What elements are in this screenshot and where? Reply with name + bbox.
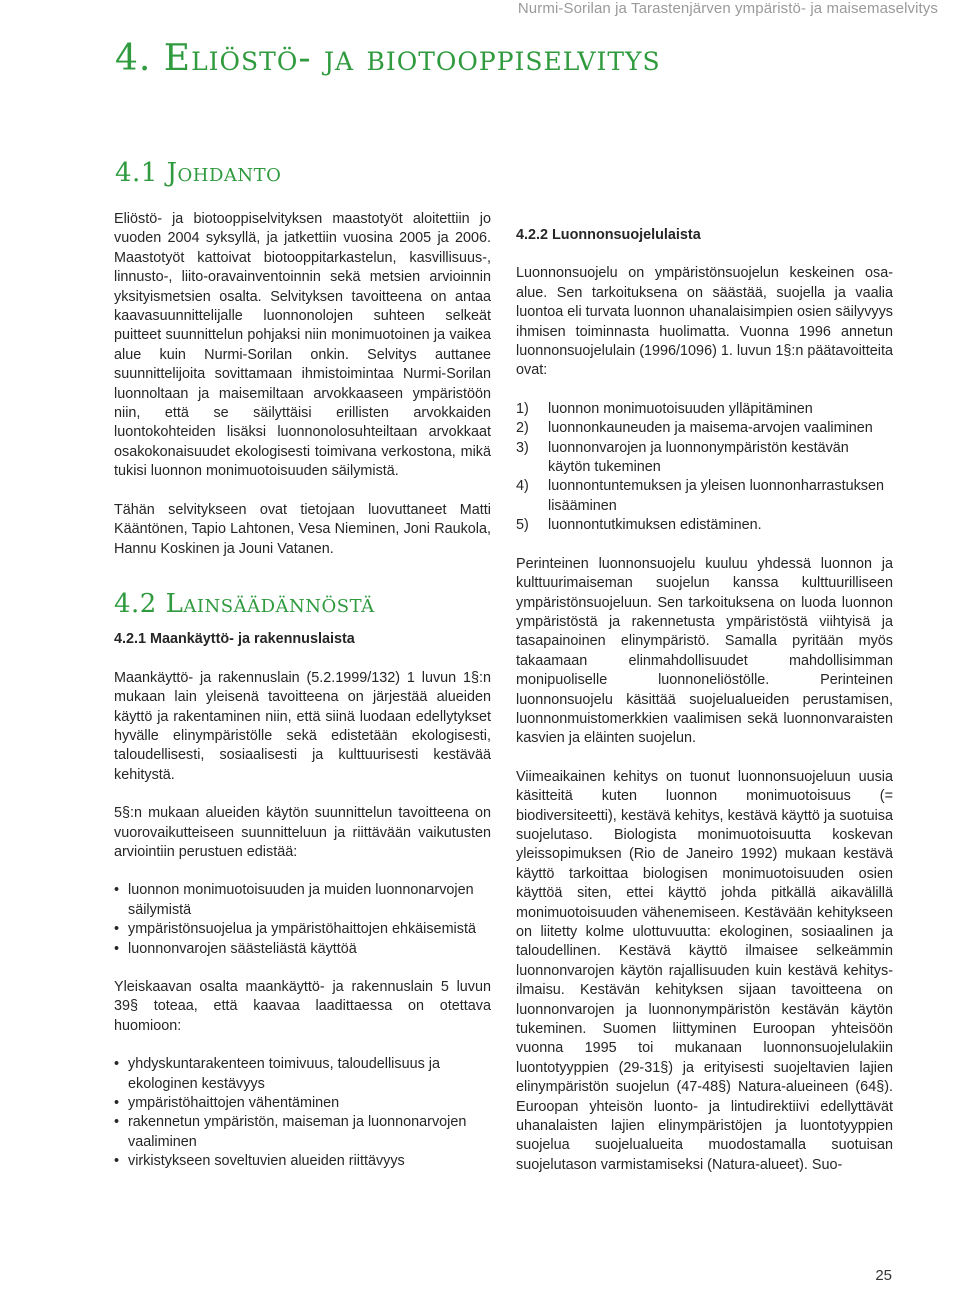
list-item [516,400,893,419]
list-item [516,439,893,478]
list-item: • luonnonvarojen säästeliästä käyttöä [114,940,491,959]
list-item [516,419,893,438]
conservation-goals-list [516,400,893,536]
nature-conservation-paragraph-1: Luonnonsuojelu on ympäristönsuojelun keskeinen osa-alue. Sen tarkoituksena on säästää, suojella ja vaalia luontoa eli turvata luonnon uhanalaisimpien osien säilyvyys ihmisen toiminnasta huolimatta. Vuonna 1996 annetun luonnonsuojelulain (1996/1096) 1. luvun 1§:n päätavoitteita ovat: [516,265,893,379]
subheading-4-2-2: 4.2.2 Luonnonsuojelulaista [516,227,701,243]
nature-conservation-paragraph-3: Viimeaikainen kehitys on tuonut luonnonsuojeluun uusia käsitteitä kuten luonnon monimuotoisuus (= biodiversiteetti), kestävä kehitys, kestävä käyttö ja suotuisa suojelutaso. Biologista monimuotoisuutta koskevan yleissopimuksen (Rio de Janeiro 1992) mukaan kestävä käyttö tarkoittaa biologisen monimuotoisuuden osien käyttöä siten, ettei käyttö johda pitkällä aikavälillä monimuotoisuuden vähenemiseen. Kestävään kehitykseen on liitetty kolme ulottuvuutta: ekologinen, sosiaalinen ja taloudellinen. Kestävä käyttö ilmaisee selkeämmin luonnonvarojen käytön rajallisuuden kuin kestävä kehitys-ilmaisu. Kestävän kehityksen sijaan tavoitteena on luonnonvarojen ja luonnonympäristön kestävän käytön tukeminen. Suomen liittyminen Euroopan yhteisöön vuonna 1995 toi mukanaan luonnonsuojelulakiin luontotyyppien (29-31§) ja erityisesti suojeltavien lajien elinympäristön suojelun (47-48§) Natura-alueineen (64§). Euroopan yhteisön luonto- ja lintudirektiivi edellyttävät uhanalaisten lajien elinympäristöjen ja luontotyyppien suojelua suojelualueita muodostamalla suotuisan suojelutason varmistamiseksi (Natura-alueet). Suo- [516,768,893,1173]
list-number: 2) [516,420,529,437]
mrl-paragraph-1: Maankäyttö- ja rakennuslain (5.2.1999/132) 1 luvun 1§:n mukaan lain yleisenä tavoitteena on järjestää alueiden käyttö ja rakentaminen niin, että siinä luodaan edellytykset hyvälle elinympäristölle sekä edistetään ekologisesti, taloudellisesti, sosiaalisesti ja kulttuurisesti kestävää kehitystä. [114,669,491,783]
list-text: luonnonkauneuden ja maisema-arvojen vaaliminen [548,420,873,437]
left-column [114,210,491,1172]
mrl-paragraph-3: Yleiskaavan osalta maankäyttö- ja rakennuslain 5 luvun 39§ toteaa, että kaavaa laadittaessa on otettava huomioon: [114,979,491,1034]
list-number: 5) [516,517,529,534]
list-item: • rakennetun ympäristön, maiseman ja luonnonarvojen vaaliminen [114,1113,491,1152]
list-text: luonnonvarojen ja luonnonympäristön kestävän käytön tukeminen [548,439,849,476]
list-number: 1) [516,400,529,417]
section-heading-4-1: 4.1 Johdanto [115,158,282,188]
list-text: luonnontutkimuksen edistäminen. [548,517,762,534]
list-text: luonnon monimuotoisuuden ylläpitäminen [548,400,813,417]
list-item: • yhdyskuntarakenteen toimivuus, taloudellisuus ja ekologinen kestävyys [114,1055,491,1094]
list-item: • luonnon monimuotoisuuden ja muiden luonnonarvojen säilymistä [114,881,491,920]
contributors-paragraph: Tähän selvitykseen ovat tietojaan luovuttaneet Matti Kääntönen, Tapio Lahtonen, Vesa Nieminen, Joni Raukola, Hannu Koskinen ja Jouni Vatanen. [114,501,491,557]
list-number: 3) [516,439,529,456]
section-heading-4-2: 4.2 Lainsäädännöstä [114,588,375,619]
mrl-goals-list [114,881,491,959]
list-item [516,516,893,535]
page-number: 25 [875,1267,892,1284]
list-item: • virkistykseen soveltuvien alueiden riittävyys [114,1152,491,1171]
mrl-paragraph-2: 5§:n mukaan alueiden käytön suunnittelun tavoitteena on vuorovaikutteiseen suunnitteluun ja riittävään vaikutusten arviointiin perustuen edistää: [114,805,491,860]
list-number: 4) [516,478,529,495]
list-item: • ympäristöhaittojen vähentäminen [114,1094,491,1113]
intro-paragraph: Eliöstö- ja biotooppiselvityksen maastotyöt aloitettiin jo vuoden 2004 syksyllä, ja jatkettiin vuosina 2005 ja 2006. Maastotyöt kattoivat biotooppitarkastelun, kasvillisuus-, linnusto-, liito-oravainventoinnin sekä metsien arvioinnin yksityismetsien osalta. Selvityksen tavoitteena on antaa kaavasuunnittelijalle luonnonolojen suhteen selkeät puitteet suunnittelun pohjaksi niin monimuotoinen ja vaikea alue kuin Nurmi-Sorilan onkin. Selvitys auttanee suunnittelijoita sovittamaan ihmistoimintaa Nurmi-Sorilan luonnoltaan ja maisemiltaan arvokkaaseen ympäristöön niin, että se säilyttäisi erillisten arvokkaiden luontokohteiden lisäksi luonnonolosuhteiltaan arvokkaat osakokonaisuudet ekologisesti toimivana verkostona, mikä tukisi luonnon monimuotoisuuden säilymistä. [114,211,491,480]
list-item [516,477,893,516]
running-header: Nurmi-Sorilan ja Tarastenjärven ympäristö- ja maisemaselvitys [517,0,938,17]
subheading-4-2-1: 4.2.1 Maankäyttö- ja rakennuslaista [114,631,355,648]
list-text: luonnontuntemuksen ja yleisen luonnonharrastuksen lisääminen [548,478,885,514]
list-item: • ympäristönsuojelua ja ympäristöhaittojen ehkäisemistä [114,920,491,939]
right-column [516,226,893,1175]
masterplan-considerations-list [114,1055,491,1171]
chapter-title: 4. Eliöstö- ja biotooppiselvitys [115,38,661,79]
nature-conservation-paragraph-2: Perinteinen luonnonsuojelu kuuluu yhdessä luonnon ja kulttuurimaiseman suojelun kanssa kulttuurilliseen ympäristönsuojeluun. Sen tarkoituksena on luoda luonnon ympäristöstä ja rakennetusta ympäristöstä viihtyisä ja tasapainoinen elinympäristö. Samalla pyritään myös takaamaan elinmahdollisuudet mahdollisimman monipuoliselle luonnoneliöstölle. Perinteinen luonnonsuojelu käsittää suojelualueiden perustamisen, luonnonmuistomerkkien vaalimisen sekä luonnonvaraisten kasvien ja eläinten suojelun. [516,555,893,747]
